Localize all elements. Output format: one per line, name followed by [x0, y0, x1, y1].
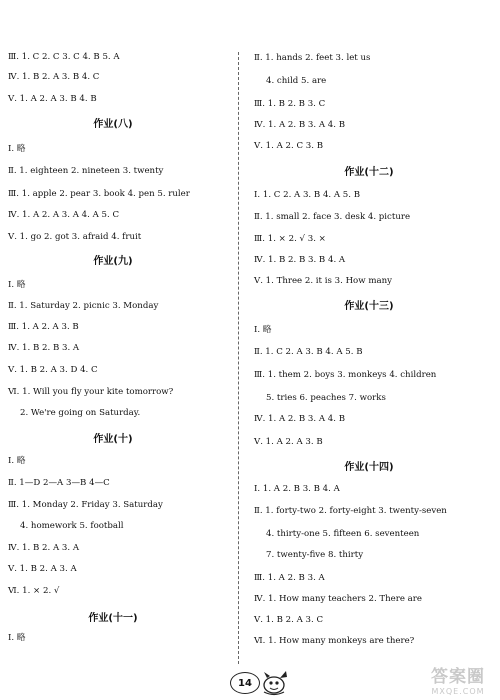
section-heading: 作业(十一)	[88, 613, 138, 624]
answer-line: Ⅲ. 1. C 2. C 3. C 4. B 5. A	[8, 52, 120, 62]
page-number-text: 14	[238, 677, 252, 689]
answer-line: Ⅳ. 1. A 2. B 3. A 4. B	[254, 414, 346, 424]
answer-line: Ⅰ. 略	[254, 325, 272, 335]
answer-line: Ⅲ. 1. × 2. √ 3. ×	[254, 234, 326, 244]
answer-continuation-line: 4. homework 5. football	[20, 521, 124, 531]
answer-continuation-line: 5. tries 6. peaches 7. works	[266, 393, 386, 403]
answer-line: Ⅰ. 略	[8, 633, 26, 643]
answer-line: Ⅱ. 1. eighteen 2. nineteen 3. twenty	[8, 166, 164, 176]
answer-line: Ⅴ. 1. B 2. A 3. A	[8, 564, 77, 574]
answer-continuation-line: 4. thirty-one 5. fifteen 6. seventeen	[266, 529, 420, 539]
answer-line: Ⅰ. 1. C 2. A 3. B 4. A 5. B	[254, 190, 361, 200]
answer-line: Ⅳ. 1. B 2. B 3. B 4. A	[254, 255, 346, 265]
page-number	[230, 672, 260, 694]
answer-line: Ⅳ. 1. B 2. A 3. A	[8, 543, 80, 553]
answer-line: Ⅱ. 1. forty-two 2. forty-eight 3. twenty-seven	[254, 506, 447, 516]
answer-line: Ⅳ. 1. A 2. A 3. A 4. A 5. C	[8, 210, 120, 220]
answer-line: Ⅲ. 1. apple 2. pear 3. book 4. pen 5. ruler	[8, 189, 190, 199]
answer-line: Ⅰ. 略	[8, 456, 26, 466]
cartoon-mascot-icon	[260, 668, 290, 696]
answer-line: Ⅵ. 1. How many monkeys are there?	[254, 636, 415, 646]
answer-line: Ⅱ. 1. C 2. A 3. B 4. A 5. B	[254, 347, 363, 357]
answer-line: Ⅳ. 1. B 2. B 3. A	[8, 343, 80, 353]
section-heading: 作业(十)	[93, 434, 133, 445]
answer-line: Ⅵ. 1. Will you fly your kite tomorrow?	[8, 387, 174, 397]
answer-line: Ⅰ. 1. A 2. B 3. B 4. A	[254, 484, 340, 494]
column-divider	[238, 52, 239, 664]
answer-line: Ⅳ. 1. A 2. B 3. A 4. B	[254, 120, 346, 130]
section-heading: 作业(十四)	[344, 462, 394, 473]
watermark-logo-text: 答案圈	[431, 667, 485, 687]
answer-line: Ⅵ. 1. × 2. √	[8, 586, 60, 596]
answer-line: Ⅰ. 略	[8, 280, 26, 290]
answer-line: Ⅰ. 略	[8, 144, 26, 154]
answer-line: Ⅲ. 1. A 2. A 3. B	[8, 322, 79, 332]
section-heading: 作业(十二)	[344, 167, 394, 178]
answer-line: Ⅱ. 1—D 2—A 3—B 4—C	[8, 478, 110, 488]
answer-continuation-line: 2. We're going on Saturday.	[20, 408, 141, 418]
watermark-url: MXQE.COM	[431, 687, 485, 696]
answer-line: Ⅴ. 1. B 2. A 3. C	[254, 615, 324, 625]
answer-line: Ⅲ. 1. B 2. B 3. C	[254, 99, 326, 109]
answer-line: Ⅴ. 1. A 2. C 3. B	[254, 141, 324, 151]
answer-line: Ⅳ. 1. How many teachers 2. There are	[254, 594, 423, 604]
answer-continuation-line: 4. child 5. are	[266, 76, 327, 86]
answer-line: Ⅲ. 1. A 2. B 3. A	[254, 573, 325, 583]
watermark	[418, 668, 498, 698]
section-heading: 作业(十三)	[344, 301, 394, 312]
answer-line: Ⅴ. 1. A 2. A 3. B	[254, 437, 323, 447]
answer-continuation-line: 7. twenty-five 8. thirty	[266, 550, 364, 560]
answer-line: Ⅲ. 1. them 2. boys 3. monkeys 4. children	[254, 370, 437, 380]
answer-line: Ⅴ. 1. A 2. A 3. B 4. B	[8, 94, 97, 104]
answer-line: Ⅳ. 1. B 2. A 3. B 4. C	[8, 72, 100, 82]
answer-line: Ⅱ. 1. Saturday 2. picnic 3. Monday	[8, 301, 159, 311]
answer-line: Ⅱ. 1. small 2. face 3. desk 4. picture	[254, 212, 411, 222]
answer-line: Ⅲ. 1. Monday 2. Friday 3. Saturday	[8, 500, 163, 510]
answer-line: Ⅱ. 1. hands 2. feet 3. let us	[254, 53, 371, 63]
answer-line: Ⅴ. 1. go 2. got 3. afraid 4. fruit	[8, 232, 142, 242]
section-heading: 作业(八)	[93, 119, 133, 130]
answer-line: Ⅴ. 1. B 2. A 3. D 4. C	[8, 365, 98, 375]
section-heading: 作业(九)	[93, 256, 133, 267]
answer-line: Ⅴ. 1. Three 2. it is 3. How many	[254, 276, 392, 286]
